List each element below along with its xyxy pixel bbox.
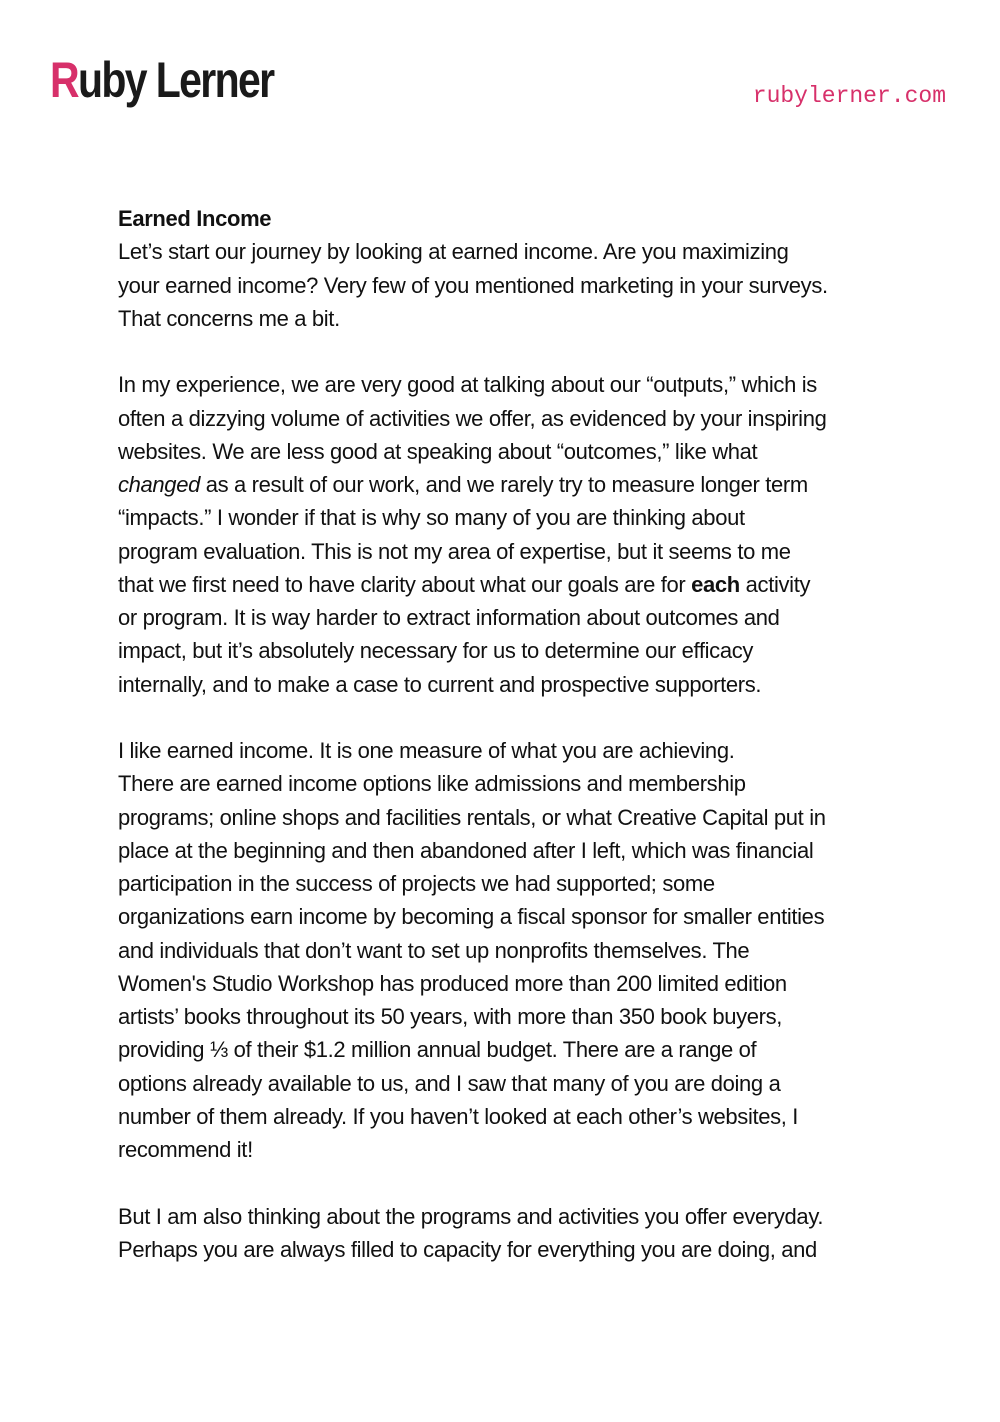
text-line: websites. We are less good at speaking about “outcomes,” like what [118, 438, 758, 464]
section-heading: Earned Income [118, 206, 272, 231]
article-body [118, 202, 898, 1266]
text-line: Perhaps you are always filled to capacity for everything you are doing, and [118, 1236, 817, 1262]
logo-accent-letter: R [50, 52, 78, 108]
text-line: often a dizzying volume of activities we offer, as evidenced by your inspiring [118, 405, 827, 431]
paragraph-spacer [118, 335, 898, 368]
paragraph [118, 734, 898, 1166]
text-line: your earned income? Very few of you mentioned marketing in your surveys. [118, 272, 828, 298]
emphasized-text: changed [118, 472, 200, 497]
paragraph [118, 235, 898, 335]
text-line: providing ⅓ of their $1.2 million annual budget. There are a range of [118, 1037, 757, 1063]
text-run: that we first need to have clarity about what our goals are for [118, 571, 692, 597]
text-line: But I am also thinking about the programs and activities you offer everyday. [118, 1203, 824, 1229]
text-line: options already available to us, and I saw that many of you are doing a [118, 1070, 781, 1096]
text-line: impact, but it’s absolutely necessary for us to determine our efficacy [118, 638, 754, 664]
paragraph [118, 368, 898, 701]
text-line: artists’ books throughout its 50 years, with more than 350 book buyers, [118, 1004, 783, 1029]
website-url[interactable]: rubylerner.com [752, 83, 946, 109]
text-run: activity [739, 571, 811, 597]
text-line: program evaluation. This is not my area of expertise, but it seems to me [118, 538, 791, 564]
text-line: In my experience, we are very good at talking about our “outputs,” which is [118, 372, 817, 398]
text-line: number of them already. If you haven’t looked at each other’s websites, I [118, 1103, 799, 1129]
text-line: That concerns me a bit. [118, 305, 340, 331]
text-line: or program. It is way harder to extract information about outcomes and [118, 605, 780, 630]
text-line: “impacts.” I wonder if that is why so many of you are thinking about [118, 505, 745, 531]
text-line: and individuals that don’t want to set up nonprofits themselves. The [118, 937, 750, 963]
bold-text: each [691, 571, 740, 597]
paragraph-spacer [118, 701, 898, 734]
text-line: Let’s start our journey by looking at earned income. Are you maximizing [118, 239, 789, 265]
text-line [118, 568, 898, 601]
text-line: There are earned income options like admissions and membership [118, 771, 746, 797]
text-line: I like earned income. It is one measure of what you are achieving. [118, 738, 735, 763]
text-line: recommend it! [118, 1137, 253, 1162]
text-run: as a result of our work, and we rarely try to measure longer term [199, 472, 808, 497]
text-line: Women's Studio Workshop has produced more than 200 limited edition [118, 970, 787, 996]
paragraph [118, 1200, 898, 1267]
paragraph-spacer [118, 1166, 898, 1199]
text-line [118, 468, 898, 501]
text-line: participation in the success of projects we had supported; some [118, 871, 715, 896]
logo [50, 50, 273, 110]
text-line: place at the beginning and then abandoned after I left, which was financial [118, 837, 814, 863]
paragraphs-container [118, 235, 898, 1266]
text-line: organizations earn income by becoming a fiscal sponsor for smaller entities [118, 904, 825, 930]
logo-text: uby Lerner [77, 52, 274, 108]
text-line: internally, and to make a case to current and prospective supporters. [118, 671, 762, 697]
text-line: programs; online shops and facilities rentals, or what Creative Capital put in [118, 804, 826, 830]
